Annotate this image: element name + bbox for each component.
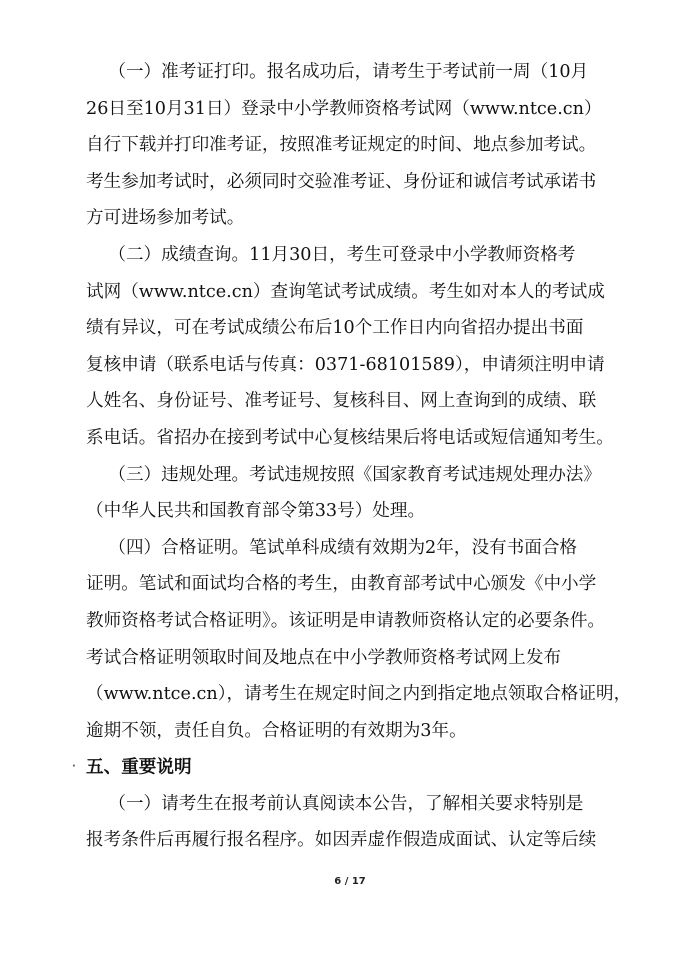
paragraph-line: 人姓名、身份证号、准考证号、复核科目、网上查询到的成绩、联 — [86, 391, 597, 412]
page-number: 6 / 17 — [334, 876, 366, 887]
paragraph-line: 教师资格考试合格证明》。该证明是申请教师资格认定的必要条件。 — [86, 610, 606, 631]
paragraph-line: 26日至10月31日）登录中小学教师资格考试网（www.ntce.cn） — [86, 98, 602, 119]
paragraph-line: 方可进场参加考试。 — [86, 208, 245, 229]
paragraph-line: 逾期不领，责任自负。合格证明的有效期为3年。 — [86, 720, 467, 741]
paragraph-line: （三）违规处理。考试违规按照《国家教育考试违规处理办法》 — [86, 464, 601, 485]
paragraph-line: （一）请考生在报考前认真阅读本公告，了解相关要求特别是 — [86, 793, 584, 814]
paragraph-line: 试网（www.ntce.cn）查询笔试考试成绩。考生如对本人的考试成 — [86, 281, 605, 302]
paragraph-line: 复核申请（联系电话与传真：0371-68101589），申请须注明申请 — [86, 354, 605, 375]
paragraph-line: 考试合格证明领取时间及地点在中小学教师资格考试网上发布 — [86, 647, 562, 668]
paragraph-line: 报考条件后再履行报名程序。如因弄虚作假造成面试、认定等后续 — [86, 830, 597, 851]
paragraph-line: （一）准考证打印。报名成功后，请考生于考试前一周（10月 — [86, 62, 589, 82]
bullet-dot-icon: · — [72, 761, 76, 773]
section-heading-text: 五、重要说明 — [86, 757, 192, 778]
section-heading — [72, 749, 626, 786]
paragraph-line: 系电话。省招办在接到考试中心复核结果后将电话或短信通知考生。 — [86, 427, 614, 448]
paragraph-line: 考生参加考试时，必须同时交验准考证、身份证和诚信考试承诺书 — [86, 171, 597, 192]
paragraph-line: 绩有异议，可在考试成绩公布后10个工作日内向省招办提出书面 — [86, 318, 584, 339]
paragraph-line: （中华人民共和国教育部令第33号）处理。 — [86, 501, 426, 522]
paragraph-line: （二）成绩查询。11月30日，考生可登录中小学教师资格考 — [86, 244, 576, 265]
document-body — [72, 54, 632, 859]
paragraph-line: （四）合格证明。笔试单科成绩有效期为2年，没有书面合格 — [86, 537, 578, 558]
paragraph-line: （www.ntce.cn），请考生在规定时间之内到指定地点领取合格证明， — [86, 684, 632, 705]
paragraph-line: 证明。笔试和面试均合格的考生，由教育部考试中心颁发《中小学 — [86, 574, 597, 595]
paragraph-line: 自行下载并打印准考证，按照准考证规定的时间、地点参加考试。 — [86, 135, 597, 156]
